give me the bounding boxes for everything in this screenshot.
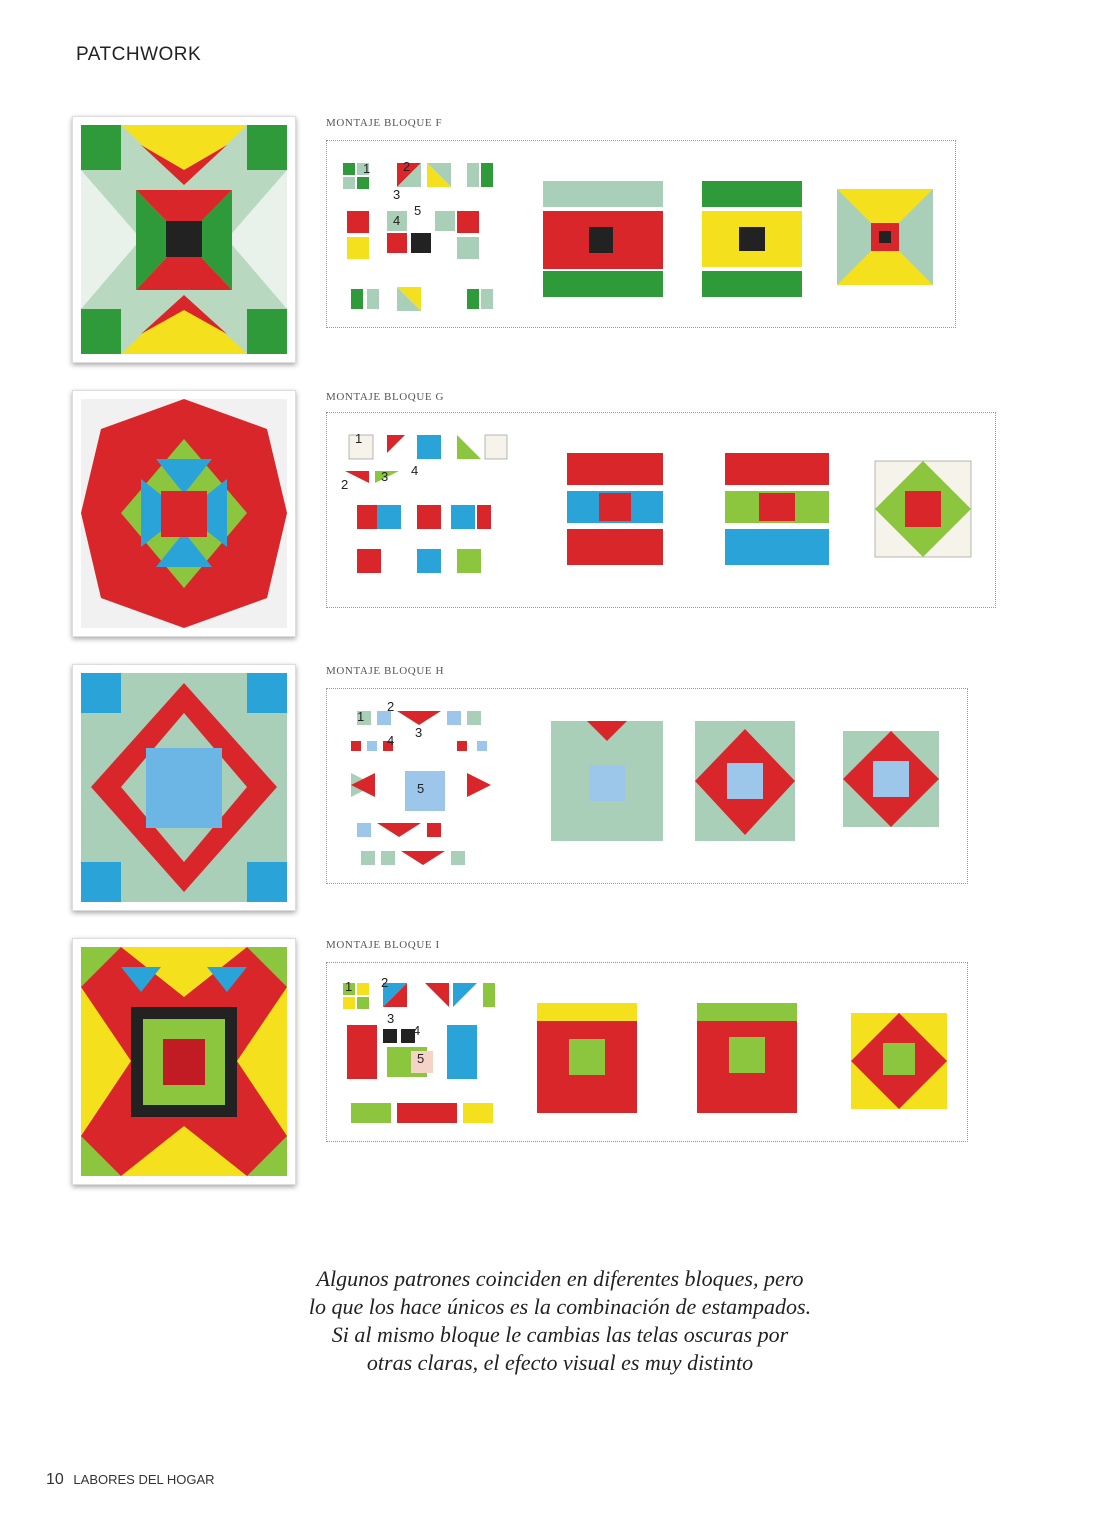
piece-number: 2	[341, 477, 349, 492]
quote-line: lo que los hace únicos es la combinación de estampados.	[308, 1294, 812, 1319]
assembly-label-h: MONTAJE BLOQUE H	[326, 665, 445, 677]
piece-number: 2	[403, 159, 411, 174]
quilt-photo-g	[72, 390, 296, 637]
piece-number: 1	[355, 431, 363, 446]
piece-number: 4	[413, 1023, 421, 1038]
piece-number: 5	[417, 781, 425, 796]
magazine-name: LABORES DEL HOGAR	[73, 1472, 215, 1487]
piece-number: 3	[415, 725, 423, 740]
piece-number: 1	[345, 979, 353, 994]
piece-number: 5	[417, 1051, 425, 1066]
page-footer	[46, 1471, 215, 1489]
quilt-block-f-image	[81, 125, 287, 354]
piece-number: 1	[363, 161, 371, 176]
pieces-g	[345, 435, 971, 573]
assembly-label-i: MONTAJE BLOQUE I	[326, 939, 440, 951]
quote-line: Si al mismo bloque le cambias las telas oscuras por	[331, 1322, 789, 1347]
assembly-label-f: MONTAJE BLOQUE F	[326, 117, 443, 129]
pieces-f	[343, 163, 933, 311]
quote-line: otras claras, el efecto visual es muy distinto	[366, 1350, 754, 1375]
piece-number: 4	[393, 213, 401, 228]
pieces-i	[343, 983, 947, 1123]
assembly-diagram-f	[326, 140, 956, 328]
piece-number: 3	[387, 1011, 395, 1026]
assembly-diagram-h	[326, 688, 968, 884]
quilt-block-i-image	[81, 947, 287, 1176]
assembly-label-g: MONTAJE BLOQUE G	[326, 391, 445, 403]
assembly-diagram-i	[326, 962, 968, 1142]
piece-number: 2	[381, 975, 389, 990]
piece-number: 4	[387, 733, 395, 748]
quilt-photo-i	[72, 938, 296, 1185]
piece-number: 4	[411, 463, 419, 478]
piece-number: 1	[357, 709, 365, 724]
piece-number: 5	[414, 203, 422, 218]
piece-number: 2	[387, 699, 395, 714]
quilt-photo-h	[72, 664, 296, 911]
pieces-h	[351, 711, 939, 865]
quote-line: Algunos patrones coinciden en diferentes bloques, pero	[316, 1266, 804, 1291]
piece-number: 3	[381, 469, 389, 484]
page-number: 10	[46, 1471, 64, 1488]
assembly-diagram-g	[326, 412, 996, 608]
quilt-block-g-image	[81, 399, 287, 628]
section-title: PATCHWORK	[76, 44, 202, 65]
pull-quote	[200, 1265, 920, 1377]
piece-number: 3	[393, 187, 401, 202]
quilt-block-h-image	[81, 673, 287, 902]
quilt-photo-f	[72, 116, 296, 363]
